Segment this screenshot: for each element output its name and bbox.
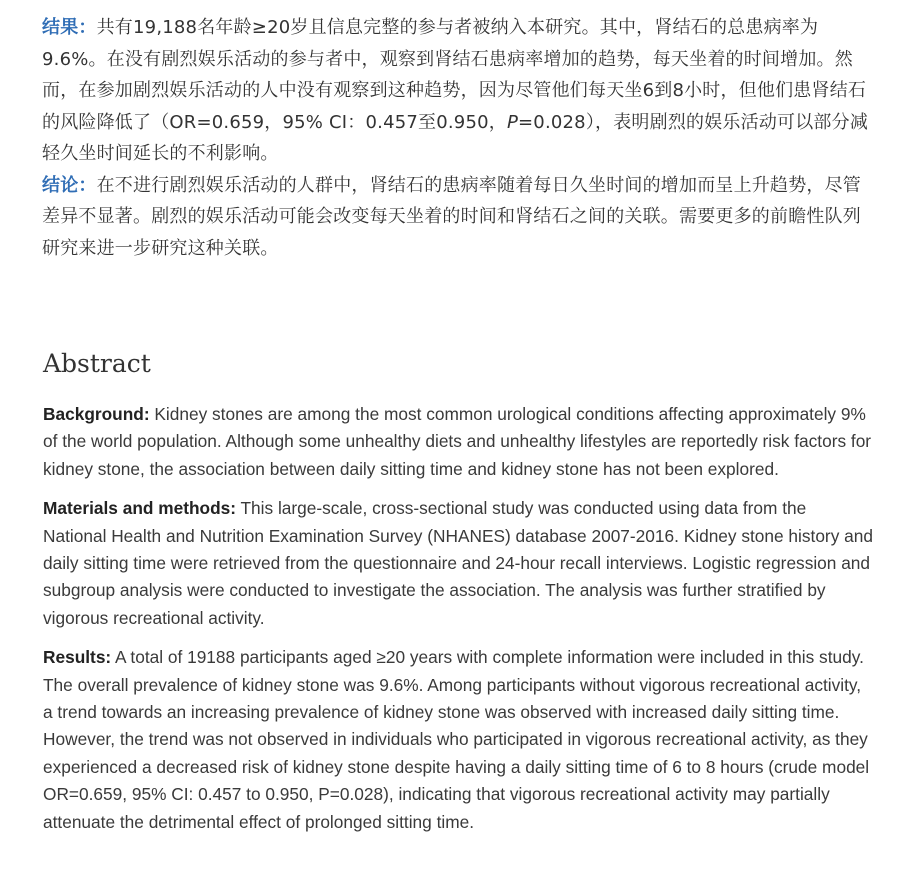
zh-results-paragraph	[42, 12, 872, 170]
results-label: Results:	[43, 647, 112, 668]
zh-results-p-symbol: P	[506, 111, 519, 133]
zh-results-label: 结果：	[42, 17, 97, 38]
chinese-summary	[42, 12, 872, 264]
background-paragraph	[43, 401, 873, 483]
zh-conclusion-text: 在不进行剧烈娱乐活动的人群中，肾结石的患病率随着每日久坐时间的增加而呈上升趋势，尽管差异不显著。剧烈的娱乐活动可能会改变每天坐着的时间和肾结石之间的关联。需要更多的前瞻性队列研究来进一步研究这种关联。	[42, 174, 862, 259]
results-paragraph	[43, 644, 873, 836]
zh-results-text-part-1: 共有19,188名年龄≥20岁且信息完整的参与者被纳入本研究。其中，肾结石的总患病率为9.6%。在没有剧烈娱乐活动的参与者中，观察到肾结石患病率增加的趋势，每天坐着的时间增加。然而，在参加剧烈娱乐活动的人中没有观察到这种趋势，因为尽管他们每天坐6到8小时，但他们患肾结石的风险降低了（OR=0.659，95% CI：0.457至0.950，	[42, 17, 867, 133]
methods-text: This large-scale, cross-sectional study was conducted using data from the National Health and Nutrition Examination Survey (NHANES) database 2007-2016. Kidney stone history and daily sitting time were retrieved from the questionnaire and 24-hour recall interviews. Logistic regression and subgroup analysis were conducted to investigate the association. The analysis was further stratified by vigorous recreational activity.	[43, 498, 873, 628]
methods-label: Materials and methods:	[43, 498, 237, 519]
zh-results-text-part-2: =0.028），表明剧烈的娱乐活动可以部分减轻久坐时间延长的不利影响。	[42, 111, 869, 164]
methods-paragraph	[43, 495, 873, 632]
zh-conclusion-label: 结论：	[42, 174, 97, 196]
zh-conclusion-paragraph	[42, 170, 872, 265]
results-text: A total of 19188 participants aged ≥20 years with complete information were included in this study. The overall prevalence of kidney stone was 9.6%. Among participants without vigorous recreational activity, a trend towards an increasing prevalence of kidney stone was observed with increased daily sitting time. However, the trend was not observed in individuals who participated in vigorous recreational activity, as they experienced a decreased risk of kidney stone despite having a daily sitting time of 6 to 8 hours (crude model OR=0.659, 95% CI: 0.457 to 0.950, P=0.028), indicating that vigorous recreational activity may partially attenuate the detrimental effect of prolonged sitting time.	[43, 647, 870, 832]
abstract-heading: Abstract	[43, 349, 151, 378]
background-text: Kidney stones are among the most common urological conditions affecting approximately 9% of the world population. Although some unhealthy diets and unhealthy lifestyles are reportedly risk factors for kidney stone, the association between daily sitting time and kidney stone has not been explored.	[43, 404, 872, 479]
background-label: Background:	[43, 404, 150, 424]
abstract-section	[43, 346, 873, 848]
